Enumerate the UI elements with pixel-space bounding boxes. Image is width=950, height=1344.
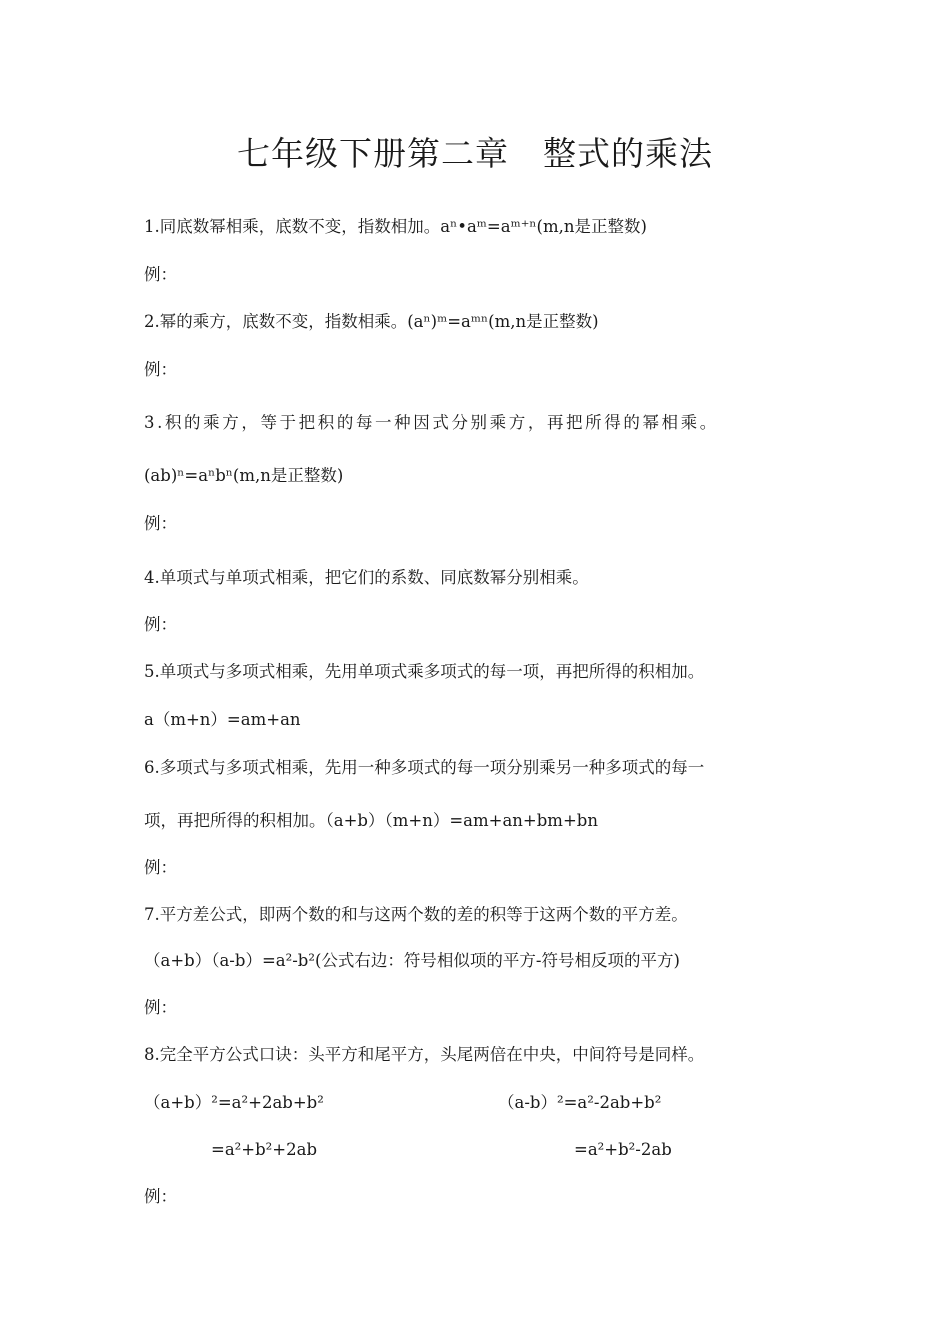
example-label: 例： [144,615,177,634]
rule-7-formula: （a+b）（a-b）=a²-b²(公式右边：符号相似项的平方-符号相反项的平方) [144,951,680,970]
diff-square-expanded: =a²+b²-2ab [574,1140,672,1159]
rule-4: 4.单项式与单项式相乘，把它们的系数、同底数幂分别相乘。 [144,568,589,587]
rule-8: 8.完全平方公式口诀：头平方和尾平方，头尾两倍在中央，中间符号是同样。 [144,1045,705,1064]
rule-5-formula: a（m+n）=am+an [144,710,301,729]
rule-3: 3.积的乘方，等于把积的每一种因式分别乘方，再把所得的幂相乘。 [144,413,719,432]
rule-3-formula: (ab)ⁿ=aⁿbⁿ(m,n是正整数) [144,466,344,485]
example-label: 例： [144,514,177,533]
sum-square-formula: （a+b）²=a²+2ab+b² [144,1093,324,1112]
example-label: 例： [144,1187,177,1206]
example-label: 例： [144,998,177,1017]
page-title: 七年级下册第二章 整式的乘法 [237,134,713,173]
rule-6: 6.多项式与多项式相乘，先用一种多项式的每一项分别乘另一种多项式的每一 [144,758,705,777]
rule-6-continued: 项，再把所得的积相加。（a+b）（m+n）=am+an+bm+bn [144,811,598,830]
diff-square-formula: （a-b）²=a²-2ab+b² [498,1093,662,1112]
rule-7: 7.平方差公式，即两个数的和与这两个数的差的积等于这两个数的平方差。 [144,905,688,924]
sum-square-expanded: =a²+b²+2ab [211,1140,318,1159]
example-label: 例： [144,858,177,877]
rule-2: 2.幂的乘方，底数不变，指数相乘。(aⁿ)ᵐ=aᵐⁿ(m,n是正整数) [144,312,599,331]
example-label: 例： [144,360,177,379]
rule-1: 1.同底数幂相乘，底数不变，指数相加。aⁿ•aᵐ=aᵐ⁺ⁿ(m,n是正整数) [144,217,647,236]
example-label: 例： [144,265,177,284]
rule-5: 5.单项式与多项式相乘，先用单项式乘多项式的每一项，再把所得的积相加。 [144,662,705,681]
